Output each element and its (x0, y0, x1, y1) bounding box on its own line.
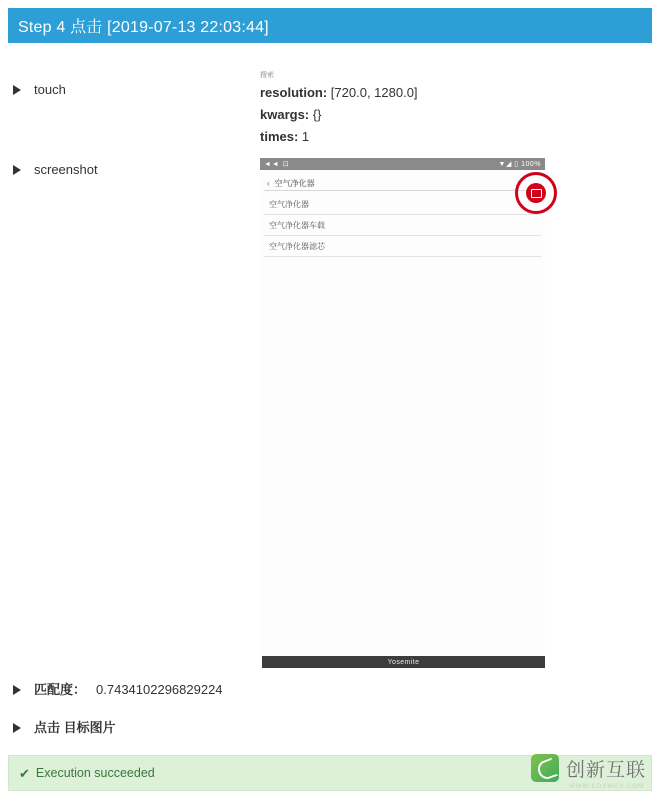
touch-kwargs-key: kwargs: (260, 107, 310, 122)
touch-times-value: 1 (301, 129, 310, 144)
touch-kwargs-value: {} (312, 107, 322, 122)
touch-resolution-value: [720.0, 1280.0] (330, 85, 418, 100)
step-title: Step 4 点击 [2019-07-13 22:03:44] (18, 19, 269, 36)
touch-times-key: times: (260, 129, 299, 144)
row-match[interactable] (10, 682, 223, 698)
list-item[interactable] (264, 195, 541, 215)
phone-bottom-bar (262, 656, 545, 668)
expand-triangle-icon[interactable] (10, 82, 26, 98)
brand-mark-icon (531, 754, 559, 782)
touch-resolution (260, 86, 640, 99)
row-target-image[interactable] (10, 720, 116, 736)
expand-triangle-icon[interactable] (10, 720, 26, 736)
suggestion-label: 空气净化器 (269, 200, 309, 209)
touch-tiny-label: 搜索 (260, 72, 274, 79)
expand-triangle-icon[interactable] (10, 162, 26, 178)
suggestion-label: 空气净化器车载 (269, 221, 325, 230)
screenshot-panel (260, 158, 545, 668)
status-bar-left: ◄◄ ⊡ (264, 161, 290, 168)
step-header (8, 8, 652, 43)
row-match-value: 0.7434102296829224 (96, 682, 223, 697)
touch-times (260, 130, 640, 143)
watermark-logo (531, 748, 646, 788)
touch-details (260, 72, 640, 152)
row-touch-label: touch (34, 82, 66, 97)
bottom-bar-label: Yosemite (387, 658, 420, 666)
status-bar-right: ▼◢ ▯ 100% (498, 161, 541, 168)
row-touch[interactable] (10, 82, 66, 98)
touch-kwargs (260, 108, 640, 121)
suggestion-label: 空气净化器滤芯 (269, 242, 325, 251)
list-item[interactable] (264, 216, 541, 236)
phone-search-bar[interactable] (264, 176, 541, 191)
phone-screenshot (260, 158, 545, 668)
camera-icon (531, 189, 542, 198)
row-screenshot-label: screenshot (34, 162, 98, 177)
watermark-text: 创新互联 (565, 759, 646, 781)
status-banner-text: Execution succeeded (35, 766, 155, 780)
list-item[interactable] (264, 237, 541, 257)
back-chevron-icon[interactable]: ‹ (267, 178, 270, 188)
click-target-marker (515, 172, 557, 214)
click-target-dot (526, 183, 546, 203)
phone-status-bar (260, 158, 545, 170)
watermark-subtext: WWW.CDXWCX.COM (569, 784, 644, 790)
touch-resolution-key: resolution: (260, 85, 328, 100)
row-match-label: 匹配度： (34, 682, 87, 697)
row-target-label: 点击 目标图片 (34, 720, 116, 735)
search-input-value[interactable]: 空气净化器 (274, 178, 315, 188)
check-icon: ✔ (19, 765, 30, 781)
expand-triangle-icon[interactable] (10, 682, 26, 698)
row-screenshot[interactable] (10, 162, 98, 178)
